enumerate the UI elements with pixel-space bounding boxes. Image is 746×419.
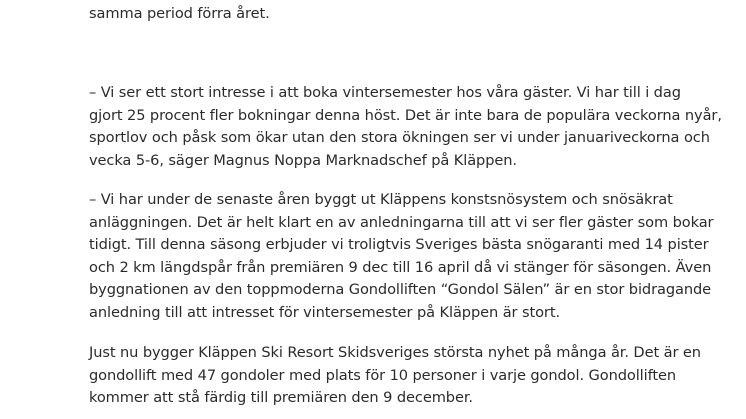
text-line: gjort 25 procent fler bokningar denna höst. Det är inte bara de populära veckorna nyår, [89,106,722,124]
text-line: Just nu bygger Kläppen Ski Resort Skidsveriges största nyhet på många år. Det är en [89,344,701,361]
text-line: och 2 km längdspår från premiären 9 dec till 16 april då vi stänger för säsongen. Även [89,258,712,276]
text-line: samma period förra året. [89,5,270,22]
text-line: anläggningen. Det är helt klart en av anledningarna till att vi ser fler gäster som bokar [89,213,714,231]
text-line: tidigt. Till denna säsong erbjuder vi troligtvis Sveriges bästa snögaranti med 14 pister [89,236,709,253]
text-line: byggnationen av den toppmoderna Gondolliften “Gondol Sälen” är en stor bidragande [89,281,712,298]
text-line: kommer att stå färdig till premiären den 9 december. [89,389,473,406]
text-line: – Vi ser ett stort intresse i att boka vintersemester hos våra gäster. Vi har till i dag [89,84,681,101]
text-line: gondollift med 47 gondoler med plats för 10 personer i varje gondol. Gondolliften [89,366,677,384]
text-line: anledning till att intresset för vintersemester på Kläppen är stort. [89,303,560,321]
text-line: vecka 5-6, säger Magnus Noppa Marknadschef på Kläppen. [89,151,517,169]
paragraph-intro-tail [89,3,729,26]
paragraph-gondola [89,342,729,410]
paragraph-quote-bookings [89,82,729,172]
text-line: – Vi har under de senaste åren byggt ut Kläppens konstsnösystem och snösäkrat [89,191,673,208]
paragraph-quote-snow [89,189,729,324]
text-line: sportlov och påsk som ökar utan den stora ökningen ser vi under januariveckorna och [89,129,710,146]
